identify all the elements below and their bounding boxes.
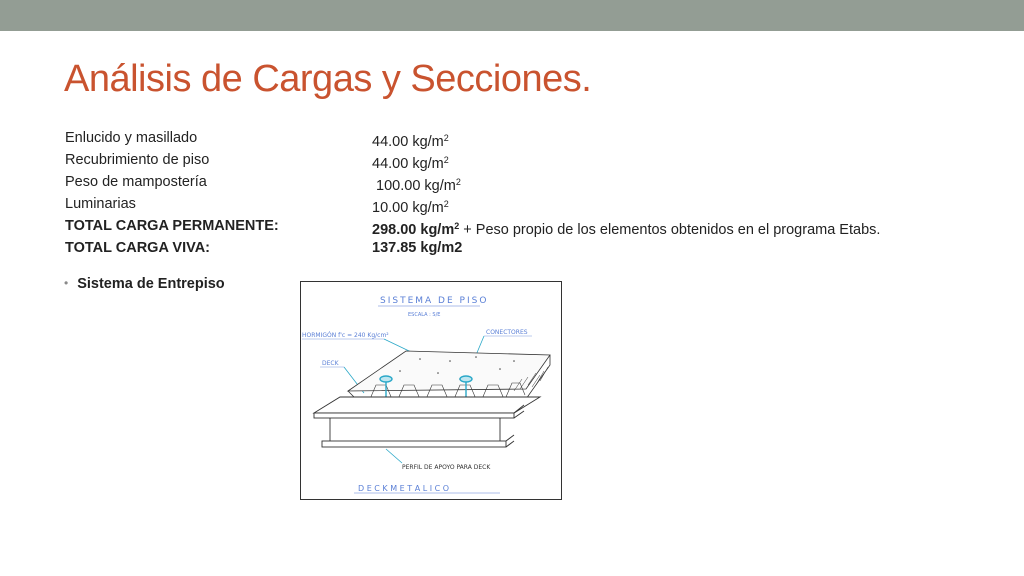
load-label: Enlucido y masillado: [65, 130, 198, 146]
load-value: 44.00 $kg/m^2$: [372, 133, 449, 150]
slide-title: Análisis de Cargas y Secciones.: [64, 58, 592, 100]
concrete-label: HORMIGÓN f'c = 240 Kg/cm²: [302, 332, 389, 339]
deck-label: DECK: [322, 360, 339, 367]
load-value: 44.00 $kg/m^2$: [372, 155, 449, 172]
load-value: 10.00 $kg/m^2$: [372, 199, 449, 216]
bullet-text: Sistema de Entrepiso: [77, 276, 225, 292]
connectors-label: CONECTORES: [486, 329, 528, 336]
profile-label: PERFIL DE APOYO PARA DECK: [402, 464, 491, 471]
drawing-title: SISTEMA DE PISO: [380, 296, 489, 306]
load-label: Peso de mampostería: [65, 174, 207, 190]
total-permanent-value: 298.00 $kg/m^2$ + Peso propio de los elementos obtenidos en el programa Etabs.: [372, 221, 881, 238]
load-label: Luminarias: [65, 196, 136, 212]
load-value: 100.00 $kg/m^2$: [372, 177, 461, 194]
drawing-footer: D E C K M E T A L I C O: [358, 484, 450, 493]
total-permanent-note: + Peso propio de los elementos obtenidos en el programa Etabs.: [459, 222, 881, 238]
bullet-item: [64, 276, 225, 292]
total-live-value: 137.85 kg/m2: [372, 240, 463, 256]
top-bar: [0, 0, 1024, 31]
total-permanent-label: TOTAL CARGA PERMANENTE:: [65, 218, 279, 234]
load-label: Recubrimiento de piso: [65, 152, 210, 168]
drawing-scale: ESCALA : S/E: [408, 312, 441, 318]
bullet-dot: •: [64, 276, 69, 290]
total-live-label: TOTAL CARGA VIVA:: [65, 240, 210, 256]
deck-system-drawing: [300, 281, 562, 500]
